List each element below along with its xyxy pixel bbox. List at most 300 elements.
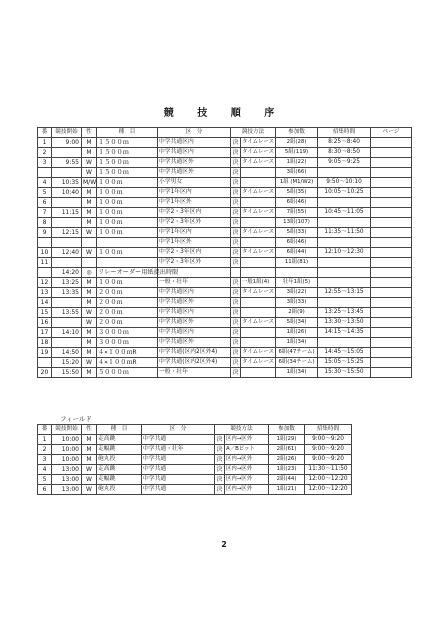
cell-count: 1組(34) xyxy=(276,368,318,378)
cell-page xyxy=(371,218,412,228)
cell-decision: 決 xyxy=(216,446,223,453)
cell-call-time: 8:25～8:40 xyxy=(318,138,371,148)
cell-division: 中学共通 xyxy=(142,485,215,495)
cell-decision: 決 xyxy=(232,139,239,146)
cell-start-time: 12:15 xyxy=(52,228,82,238)
cell-no: 2 xyxy=(38,148,52,158)
cell-no: 11 xyxy=(38,258,52,268)
cell-method xyxy=(241,198,276,208)
table-row xyxy=(38,148,412,158)
cell-call-time: 14:15～14:35 xyxy=(318,328,371,338)
table-row xyxy=(38,308,412,318)
cell-sex: W xyxy=(82,485,97,495)
cell-method: A／Bピット xyxy=(225,445,269,455)
cell-no: 12 xyxy=(38,278,52,288)
header-division: 区 分 xyxy=(142,425,215,435)
cell-call-time: 12:00～12:20 xyxy=(305,485,352,495)
table-row xyxy=(38,445,352,455)
cell-count: 6組(46) xyxy=(276,198,318,208)
cell-count: 13組(107) xyxy=(276,218,318,228)
cell-start-time: 10:00 xyxy=(52,445,82,455)
cell-no: 1 xyxy=(38,435,52,445)
cell-start-time: 9:00 xyxy=(52,138,82,148)
cell-method xyxy=(241,338,276,348)
cell-event: １５００ｍ xyxy=(97,148,158,158)
cell-page xyxy=(371,308,412,318)
cell-count: 1組(21) xyxy=(269,485,305,495)
cell-count: 2組(28) xyxy=(276,138,318,148)
cell-start-time xyxy=(52,298,82,308)
header-count: 参加数 xyxy=(276,128,318,138)
cell-call-time xyxy=(318,338,371,348)
cell-decision: 決 xyxy=(232,339,239,346)
cell-sex: M xyxy=(82,445,97,455)
cell-decision: 決 xyxy=(232,179,239,186)
cell-start-time: 10:00 xyxy=(52,455,82,465)
cell-page xyxy=(371,258,412,268)
cell-count: 1組(23) xyxy=(269,465,305,475)
cell-start-time: 11:15 xyxy=(52,208,82,218)
cell-count: 6組(46) xyxy=(276,238,318,248)
table-row xyxy=(38,358,412,368)
cell-division: 中学共通 xyxy=(142,465,215,475)
cell-decision: 決 xyxy=(232,149,239,156)
cell-division: 中学共通・壮年 xyxy=(142,445,215,455)
cell-page xyxy=(371,318,412,328)
field-header-row xyxy=(38,425,352,435)
cell-call-time xyxy=(318,278,371,288)
cell-start-time: 13:25 xyxy=(52,278,82,288)
table-row xyxy=(38,208,412,218)
cell-event: １００ｍ xyxy=(97,208,158,218)
cell-decision: 決 xyxy=(216,456,223,463)
cell-page xyxy=(371,278,412,288)
cell-no: 4 xyxy=(38,178,52,188)
cell-event: 走幅跳 xyxy=(97,475,142,485)
cell-page xyxy=(371,328,412,338)
cell-event: 走幅跳 xyxy=(97,445,142,455)
cell-decision: 決 xyxy=(232,319,239,326)
table-row xyxy=(38,465,352,475)
cell-method: 区内→区外 xyxy=(225,455,269,465)
cell-count: 2組(26) xyxy=(269,455,305,465)
cell-count: 2組(61) xyxy=(269,445,305,455)
cell-decision: 決 xyxy=(216,486,223,493)
cell-page xyxy=(371,238,412,248)
cell-no: 14 xyxy=(38,298,52,308)
cell-sex: M xyxy=(82,348,97,358)
cell-sex: W xyxy=(82,168,97,178)
field-section-label: フィールド xyxy=(60,415,92,423)
cell-division: 中学共通区内 xyxy=(158,288,231,298)
cell-division: 中学1年区外 xyxy=(158,198,231,208)
cell-method xyxy=(241,178,276,188)
cell-method: 区内→区外 xyxy=(225,465,269,475)
cell-start-time xyxy=(52,218,82,228)
cell-sex: W xyxy=(82,248,97,258)
cell-count xyxy=(276,268,318,278)
cell-sex: M xyxy=(82,288,97,298)
cell-call-time: 15:05～15:25 xyxy=(318,358,371,368)
cell-division: 小学男女 xyxy=(158,178,231,188)
cell-no: 3 xyxy=(38,158,52,168)
cell-count: 5組(35) xyxy=(276,188,318,198)
cell-start-time: 13:55 xyxy=(52,308,82,318)
table-row xyxy=(38,348,412,358)
cell-event: ５０００ｍ xyxy=(97,368,158,378)
cell-count: 6組(44) xyxy=(276,248,318,258)
cell-method: タイムレース xyxy=(241,138,276,148)
cell-sex: W xyxy=(82,465,97,475)
cell-count: 2組(9) xyxy=(276,308,318,318)
cell-page xyxy=(371,168,412,178)
cell-decision: 決 xyxy=(232,189,239,196)
cell-start-time: 10:40 xyxy=(52,188,82,198)
cell-method: タイムレース xyxy=(241,208,276,218)
cell-division: 中学共通区外 xyxy=(158,158,231,168)
cell-no: 2 xyxy=(38,445,52,455)
cell-start-time: 13:00 xyxy=(52,475,82,485)
cell-call-time: 13:25～13:45 xyxy=(318,308,371,318)
cell-event: 走高跳 xyxy=(97,465,142,475)
cell-no: 6 xyxy=(38,485,52,495)
cell-sex: W xyxy=(82,358,97,368)
cell-event: １００ｍ xyxy=(97,178,158,188)
cell-start-time xyxy=(52,168,82,178)
cell-event: 砲丸投 xyxy=(97,455,142,465)
header-call-time: 招集時間 xyxy=(318,128,371,138)
cell-call-time: 12:00～12:20 xyxy=(305,475,352,485)
cell-event: 走高跳 xyxy=(97,435,142,445)
cell-division: 中学共通(区内2区外4) xyxy=(158,348,231,358)
cell-decision xyxy=(231,268,241,278)
cell-count: 5組(119) xyxy=(276,148,318,158)
cell-count: 5組(33) xyxy=(276,228,318,238)
cell-count: 1組(34) xyxy=(276,338,318,348)
cell-call-time: 9:50～10:10 xyxy=(318,178,371,188)
cell-sex: W xyxy=(82,158,97,168)
cell-call-time: 12:10～12:30 xyxy=(318,248,371,258)
table-row xyxy=(38,288,412,298)
field-events-table xyxy=(37,424,352,495)
cell-no xyxy=(38,268,52,278)
header-event: 種 目 xyxy=(97,425,142,435)
cell-count: 1組(22) xyxy=(276,158,318,168)
cell-decision: 決 xyxy=(232,209,239,216)
cell-event: ３０００ｍ xyxy=(97,338,158,348)
cell-division: 中学2・3年区内 xyxy=(158,208,231,218)
cell-call-time xyxy=(318,258,371,268)
cell-method: タイムレース xyxy=(241,248,276,258)
cell-method: タイムレース xyxy=(241,358,276,368)
cell-division: 中学共通区内 xyxy=(158,308,231,318)
cell-method xyxy=(241,308,276,318)
cell-method xyxy=(241,268,276,278)
cell-start-time: 14:10 xyxy=(52,328,82,338)
cell-page xyxy=(371,138,412,148)
header-page: ページ xyxy=(371,128,412,138)
cell-call-time xyxy=(318,298,371,308)
cell-page xyxy=(371,248,412,258)
cell-event: １００ｍ xyxy=(97,228,158,238)
cell-no: 13 xyxy=(38,288,52,298)
cell-decision: 決 xyxy=(232,349,239,356)
cell-no: 16 xyxy=(38,318,52,328)
header-method: 競技方法 xyxy=(215,425,269,435)
cell-method: タイムレース xyxy=(241,148,276,158)
cell-call-time xyxy=(318,168,371,178)
cell-call-time: 15:30～15:50 xyxy=(318,368,371,378)
cell-count: 3組(66) xyxy=(276,168,318,178)
cell-page xyxy=(371,268,412,278)
table-row xyxy=(38,455,352,465)
cell-page xyxy=(371,368,412,378)
cell-event: リレーオーダー用紙提出時限 xyxy=(98,269,179,276)
cell-no: 10 xyxy=(38,248,52,258)
cell-method: タイムレース xyxy=(241,348,276,358)
cell-division: 中学共通区外 xyxy=(158,318,231,328)
cell-division: 中学1年区内 xyxy=(158,228,231,238)
cell-division: 中学共通 xyxy=(142,475,215,485)
cell-sex: W xyxy=(82,308,97,318)
cell-event: ２００ｍ xyxy=(97,308,158,318)
cell-sex: ◎ xyxy=(82,268,97,278)
header-no: 番 xyxy=(38,128,52,138)
cell-start-time: 15:20 xyxy=(52,358,82,368)
cell-method: 一般1組(4) xyxy=(241,278,276,288)
cell-event xyxy=(97,258,158,268)
cell-decision: 決 xyxy=(232,169,239,176)
cell-no: 18 xyxy=(38,338,52,348)
cell-decision: 決 xyxy=(232,239,239,246)
cell-call-time: 10:45～11:05 xyxy=(318,208,371,218)
cell-count: 11組(81) xyxy=(276,258,318,268)
table-row xyxy=(38,435,352,445)
cell-sex: M xyxy=(82,208,97,218)
cell-division: 中学共通(区内2区外4) xyxy=(158,358,231,368)
cell-division: 中学共通区内 xyxy=(158,138,231,148)
header-sex: 性 xyxy=(82,425,97,435)
cell-sex: M xyxy=(82,188,97,198)
cell-decision: 決 xyxy=(232,279,239,286)
cell-event: １００ｍ xyxy=(97,278,158,288)
cell-sex: M xyxy=(82,338,97,348)
cell-page xyxy=(371,158,412,168)
table-row xyxy=(38,248,412,258)
cell-no: 19 xyxy=(38,348,52,358)
cell-method xyxy=(241,168,276,178)
cell-sex: M xyxy=(82,298,97,308)
cell-count: 6組(47チーム) xyxy=(276,348,318,358)
table-row xyxy=(38,178,412,188)
cell-sex: M/W xyxy=(83,179,97,186)
cell-event: ２００ｍ xyxy=(97,288,158,298)
cell-count: 5組(34) xyxy=(276,318,318,328)
cell-start-time: 12:40 xyxy=(52,248,82,258)
cell-no xyxy=(38,358,52,368)
cell-division: 一般・壮年 xyxy=(158,368,231,378)
cell-sex: W xyxy=(82,318,97,328)
cell-method xyxy=(241,218,276,228)
cell-sex: M xyxy=(82,198,97,208)
cell-division: 中学2・3年区内 xyxy=(158,248,231,258)
table-row xyxy=(38,158,412,168)
cell-call-time xyxy=(318,218,371,228)
cell-decision: 決 xyxy=(232,259,239,266)
cell-decision: 決 xyxy=(232,219,239,226)
cell-sex: M xyxy=(82,435,97,445)
cell-count: 6組(34チーム) xyxy=(276,358,318,368)
cell-event: 砲丸投 xyxy=(97,485,142,495)
cell-method xyxy=(241,258,276,268)
cell-page xyxy=(371,298,412,308)
cell-page xyxy=(371,288,412,298)
cell-no xyxy=(38,168,52,178)
table-row xyxy=(38,258,412,268)
table-row xyxy=(38,328,412,338)
cell-no: 20 xyxy=(38,368,52,378)
cell-method: 区内→区外 xyxy=(225,475,269,485)
cell-call-time xyxy=(318,238,371,248)
cell-division: 中学2・3年区外 xyxy=(158,218,231,228)
header-start-time: 競技開始 xyxy=(52,128,82,138)
cell-event: ２００ｍ xyxy=(97,318,158,328)
cell-start-time: 13:00 xyxy=(52,465,82,475)
table-row xyxy=(38,168,412,178)
cell-event: ２００ｍ xyxy=(97,298,158,308)
table-row xyxy=(38,368,412,378)
cell-method: タイムレース xyxy=(241,288,276,298)
cell-decision: 決 xyxy=(232,329,239,336)
cell-start-time: 10:00 xyxy=(52,435,82,445)
cell-start-time: 10:35 xyxy=(52,178,82,188)
cell-start-time xyxy=(52,238,82,248)
cell-count: 1組(29) xyxy=(269,435,305,445)
header-event: 種 目 xyxy=(97,128,158,138)
table-row xyxy=(38,278,412,288)
cell-count: 2組(44) xyxy=(269,475,305,485)
cell-decision: 決 xyxy=(232,289,239,296)
cell-call-time: 9:00～9:20 xyxy=(305,455,352,465)
cell-no: 4 xyxy=(38,465,52,475)
header-division: 区 分 xyxy=(158,128,231,138)
cell-page xyxy=(371,348,412,358)
cell-method xyxy=(241,238,276,248)
cell-event: １００ｍ xyxy=(97,248,158,258)
cell-event: ４×１００ｍR xyxy=(97,358,158,368)
cell-decision: 決 xyxy=(216,476,223,483)
cell-division: 中学共通区外 xyxy=(158,338,231,348)
table-row xyxy=(38,475,352,485)
cell-division: 中学共通 xyxy=(142,435,215,445)
cell-call-time: 9:00～9:20 xyxy=(305,445,352,455)
cell-call-time: 14:45～15:05 xyxy=(318,348,371,358)
table-row xyxy=(38,318,412,328)
cell-count: 壮年1組(5) xyxy=(276,278,318,288)
header-no: 番 xyxy=(38,425,52,435)
cell-method: 区内→区外 xyxy=(225,435,269,445)
cell-no xyxy=(38,238,52,248)
cell-start-time: 14:20 xyxy=(52,268,82,278)
table-row xyxy=(38,268,412,278)
table-row xyxy=(38,338,412,348)
cell-call-time: 9:05～9:25 xyxy=(318,158,371,168)
cell-call-time xyxy=(318,198,371,208)
cell-count: 3組(22) xyxy=(276,288,318,298)
cell-no: 15 xyxy=(38,308,52,318)
cell-division: 中学共通区外 xyxy=(158,168,231,178)
cell-division: 中学2・3年区外 xyxy=(158,258,231,268)
cell-decision: 決 xyxy=(232,159,239,166)
cell-method xyxy=(241,328,276,338)
cell-event: １５００ｍ xyxy=(97,138,158,148)
cell-start-time: 13:00 xyxy=(52,485,82,495)
header-count: 参加数 xyxy=(269,425,305,435)
cell-no: 7 xyxy=(38,208,52,218)
cell-sex: M xyxy=(82,368,97,378)
cell-start-time: 14:50 xyxy=(52,348,82,358)
cell-method: タイムレース xyxy=(241,158,276,168)
cell-division: 中学共通区内 xyxy=(158,148,231,158)
cell-sex: W xyxy=(82,228,97,238)
cell-decision: 決 xyxy=(232,299,239,306)
cell-sex: M xyxy=(82,328,97,338)
cell-decision: 決 xyxy=(216,436,223,443)
cell-decision: 決 xyxy=(232,369,239,376)
cell-start-time xyxy=(52,338,82,348)
cell-no: 3 xyxy=(38,455,52,465)
cell-sex: W xyxy=(82,475,97,485)
cell-count: 1組(26) xyxy=(276,328,318,338)
cell-method: タイムレース xyxy=(241,318,276,328)
cell-page xyxy=(371,228,412,238)
cell-call-time: 12:55～13:15 xyxy=(318,288,371,298)
track-events-table xyxy=(37,127,412,378)
cell-method xyxy=(241,368,276,378)
table-row xyxy=(38,238,412,248)
table-row xyxy=(38,198,412,208)
cell-page xyxy=(371,198,412,208)
cell-decision: 決 xyxy=(232,199,239,206)
cell-sex: M xyxy=(82,278,97,288)
table-row xyxy=(38,298,412,308)
cell-event: １５００ｍ xyxy=(97,158,158,168)
cell-decision: 決 xyxy=(232,359,239,366)
cell-start-time xyxy=(52,198,82,208)
cell-start-time xyxy=(52,318,82,328)
cell-call-time: 9:00～9:20 xyxy=(305,435,352,445)
cell-event xyxy=(97,238,158,248)
cell-count: 7組(55) xyxy=(276,208,318,218)
cell-no: 5 xyxy=(38,188,52,198)
cell-call-time: 11:35～11:50 xyxy=(318,228,371,238)
cell-decision: 決 xyxy=(216,466,223,473)
cell-sex: M xyxy=(82,218,97,228)
cell-event: ４×１００ｍR xyxy=(97,348,158,358)
cell-sex: M xyxy=(82,148,97,158)
cell-start-time: 13:35 xyxy=(52,288,82,298)
cell-page xyxy=(371,178,412,188)
cell-call-time: 11:30～11:50 xyxy=(305,465,352,475)
cell-decision: 決 xyxy=(232,249,239,256)
header-method: 競技方法 xyxy=(231,128,276,138)
cell-sex: M xyxy=(82,138,97,148)
cell-event: １００ｍ xyxy=(97,198,158,208)
cell-page xyxy=(371,148,412,158)
table-row xyxy=(38,188,412,198)
cell-start-time: 9:55 xyxy=(52,158,82,168)
cell-call-time: 13:30～13:50 xyxy=(318,318,371,328)
